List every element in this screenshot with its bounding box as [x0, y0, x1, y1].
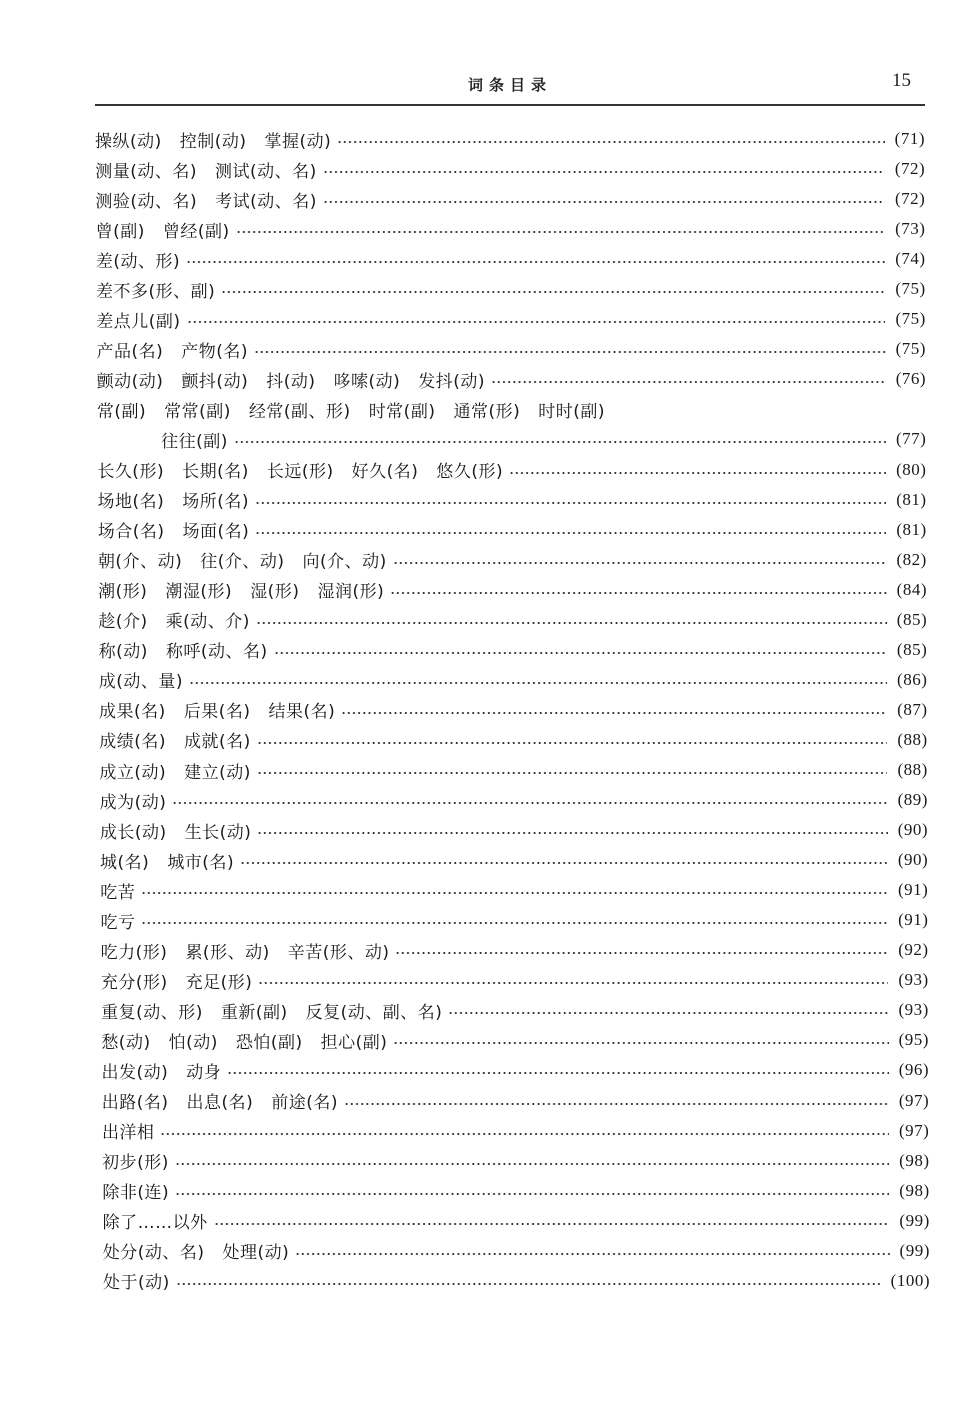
toc-entry[interactable] — [0, 455, 960, 485]
toc-entry-terms — [98, 487, 256, 512]
toc-term: 出息(名) — [186, 1093, 254, 1114]
toc-term: 通常(形) — [453, 401, 521, 422]
dot-leader — [187, 320, 886, 324]
toc-entry-terms — [96, 247, 186, 272]
toc-term: 乘(动、介) — [165, 612, 250, 633]
toc-page-ref: (91) — [897, 880, 929, 900]
toc-term: 颤抖(动) — [181, 371, 249, 392]
toc-entry[interactable] — [0, 1116, 960, 1146]
toc-term: 生长(动) — [184, 822, 252, 843]
toc-term: 往往(副) — [161, 431, 228, 452]
toc-entry-terms — [100, 878, 141, 903]
dot-leader — [257, 741, 888, 745]
toc-entry-terms — [102, 1058, 228, 1083]
toc-page-ref: (95) — [898, 1030, 929, 1050]
toc-entry-terms — [101, 1028, 393, 1053]
toc-entry[interactable] — [0, 845, 960, 875]
toc-term: 测验(动、名) — [95, 191, 198, 212]
toc-entry[interactable] — [0, 755, 960, 785]
toc-term: 产品(名) — [96, 341, 164, 362]
toc-term: 产物(名) — [181, 341, 248, 362]
toc-term: 成绩(名) — [99, 732, 166, 753]
toc-page-ref: (93) — [898, 1000, 929, 1020]
toc-entry[interactable] — [0, 485, 960, 515]
toc-term: 处分(动、名) — [102, 1243, 205, 1264]
toc-term: 吃亏 — [100, 912, 136, 933]
dot-leader — [395, 951, 888, 955]
toc-entry[interactable] — [0, 875, 960, 905]
toc-entry-terms — [99, 727, 257, 752]
toc-page-ref: (75) — [895, 339, 926, 359]
toc-entry-terms — [96, 307, 186, 332]
toc-entry[interactable] — [0, 124, 960, 154]
toc-entry[interactable] — [0, 725, 960, 755]
dot-leader — [186, 260, 885, 264]
toc-term: 成为(动) — [99, 792, 167, 813]
toc-entry[interactable] — [0, 1025, 960, 1055]
toc-term: 城市(名) — [167, 852, 235, 873]
toc-term: 城(名) — [100, 852, 150, 873]
toc-term: 差(动、形) — [95, 251, 181, 272]
toc-term: 累(形、动) — [185, 942, 270, 963]
toc-page-ref: (71) — [894, 129, 925, 149]
toc-term: 向(介、动) — [302, 552, 387, 573]
toc-entry-terms — [97, 457, 509, 482]
toc-term: 出路(名) — [101, 1093, 169, 1114]
dot-leader — [448, 1011, 888, 1015]
toc-entry-terms — [101, 938, 396, 963]
toc-entry-terms — [99, 697, 341, 722]
toc-term: 重新(副) — [220, 1002, 288, 1023]
toc-term: 掌握(动) — [264, 131, 332, 152]
toc-term: 长远(形) — [266, 462, 334, 483]
toc-entry[interactable] — [0, 665, 960, 695]
toc-entry[interactable] — [0, 935, 960, 965]
toc-term: 差点儿(副) — [96, 311, 181, 332]
toc-entry[interactable] — [0, 545, 960, 575]
toc-term: 长期(名) — [182, 462, 249, 483]
toc-entry[interactable] — [0, 304, 960, 334]
toc-page-ref: (98) — [899, 1150, 930, 1170]
toc-term: 常(副) — [96, 401, 147, 422]
toc-page-ref: (80) — [896, 459, 927, 479]
toc-entry-terms — [99, 637, 274, 662]
toc-term: 处于(动) — [103, 1273, 170, 1294]
toc-entry-terms — [99, 758, 257, 783]
toc-entry-terms — [99, 667, 189, 692]
dot-leader — [255, 531, 886, 535]
toc-page-ref: (96) — [898, 1060, 930, 1080]
toc-term: 恐怕(副) — [235, 1032, 303, 1053]
toc-entry-terms — [100, 818, 258, 843]
page-header — [95, 68, 925, 102]
toc-page-ref: (91) — [898, 910, 929, 930]
dot-leader — [221, 290, 885, 294]
toc-page-ref: (88) — [897, 729, 928, 749]
toc-term: 考试(动、名) — [215, 191, 317, 212]
toc-term: 操纵(动) — [95, 131, 162, 152]
toc-term: 控制(动) — [179, 131, 247, 152]
toc-term: 称(动) — [98, 642, 148, 663]
dot-leader — [176, 1282, 881, 1286]
toc-term: 吃力(形) — [100, 942, 168, 963]
toc-entry[interactable] — [0, 905, 960, 935]
toc-term: 辛苦(形、动) — [287, 942, 390, 963]
toc-term: 称呼(动、名) — [165, 642, 268, 663]
dot-leader — [175, 1192, 889, 1196]
dot-leader — [323, 200, 885, 204]
dot-leader — [344, 1102, 889, 1106]
toc-entry[interactable] — [0, 1086, 960, 1116]
toc-page-ref: (82) — [896, 549, 927, 569]
dot-leader — [393, 1041, 888, 1045]
dot-leader — [254, 350, 886, 354]
toc-entry[interactable] — [0, 394, 960, 424]
toc-entry-terms — [103, 1208, 214, 1233]
toc-term: 测量(动、名) — [95, 161, 197, 182]
toc-term: 前途(名) — [271, 1093, 339, 1114]
toc-page-ref: (97) — [899, 1120, 930, 1140]
dot-leader — [393, 561, 887, 565]
toc-entry[interactable] — [0, 424, 960, 454]
toc-term: 场地(名) — [97, 492, 165, 513]
toc-term: 曾(副) — [95, 221, 145, 242]
toc-page-ref: (98) — [899, 1180, 930, 1200]
toc-term: 成(动、量) — [98, 672, 184, 693]
dot-leader — [160, 1132, 889, 1136]
toc-entry[interactable] — [0, 1206, 960, 1236]
toc-entry-terms — [97, 397, 611, 422]
toc-entry[interactable] — [0, 785, 960, 815]
toc-term: 抖(动) — [266, 371, 316, 392]
dot-leader — [611, 410, 916, 414]
toc-entry-terms — [100, 848, 240, 873]
toc-term: 出发(动) — [101, 1062, 169, 1083]
toc-entry[interactable] — [0, 695, 960, 725]
dot-leader — [172, 801, 887, 805]
toc-page-ref: (72) — [894, 189, 926, 209]
toc-entry-terms — [95, 157, 323, 182]
toc-term: 经常(副、形) — [248, 401, 351, 422]
toc-term: 充足(形) — [185, 972, 253, 993]
toc-page-ref: (85) — [896, 639, 928, 659]
toc-term: 潮湿(形) — [165, 582, 233, 603]
toc-term: 常常(副) — [164, 401, 231, 422]
toc-entry-terms — [102, 1118, 161, 1143]
toc-term: 吃苦 — [100, 882, 136, 903]
running-title: 词条目录 — [467, 76, 552, 94]
toc-entry[interactable] — [0, 334, 960, 364]
page-number: 15 — [892, 70, 911, 91]
dot-leader — [258, 981, 888, 985]
toc-page-ref: (87) — [897, 699, 928, 719]
toc-page-ref: (75) — [895, 279, 926, 299]
toc-page-ref: (90) — [897, 820, 929, 840]
toc-entry-terms — [96, 277, 221, 302]
dot-leader — [257, 771, 888, 775]
toc-page-ref: (92) — [898, 940, 929, 960]
toc-entry-terms — [98, 577, 390, 602]
toc-term: 湿润(形) — [317, 582, 385, 603]
toc-page-ref: (81) — [896, 519, 927, 539]
toc-term: 好久(名) — [351, 462, 419, 483]
toc-entry[interactable] — [0, 1236, 960, 1266]
toc-term: 除了……以外 — [102, 1213, 208, 1234]
toc-term: 测试(动、名) — [214, 161, 317, 182]
toc-entry-terms — [97, 427, 234, 452]
dot-leader — [295, 1252, 889, 1256]
dot-leader — [175, 1162, 889, 1166]
toc-term: 除非(连) — [102, 1183, 170, 1204]
dot-leader — [390, 591, 886, 595]
toc-entry-terms — [103, 1268, 176, 1293]
toc-entry-terms — [98, 607, 256, 632]
toc-page-ref: (99) — [899, 1240, 930, 1260]
toc-entry-terms — [103, 1238, 296, 1263]
dot-leader — [141, 921, 888, 925]
toc-entry-terms — [98, 547, 393, 572]
toc-entry-terms — [102, 1178, 175, 1203]
toc-entry[interactable] — [0, 364, 960, 394]
toc-term: 动身 — [186, 1062, 222, 1083]
toc-term: 悠久(形) — [436, 462, 504, 483]
toc-entry-terms — [102, 1088, 344, 1113]
toc-page-ref: (88) — [897, 760, 928, 779]
toc-term: 发抖(动) — [418, 371, 485, 392]
toc-term: 初步(形) — [102, 1153, 169, 1174]
toc-page-ref: (75) — [895, 309, 926, 329]
toc-term: 朝(介、动) — [97, 552, 183, 573]
toc-page-ref: (77) — [896, 429, 927, 449]
toc-page-ref: (86) — [897, 669, 928, 689]
toc-term: 成就(名) — [183, 732, 251, 753]
toc-entry[interactable] — [0, 214, 960, 244]
toc-entry-terms — [98, 517, 256, 542]
toc-term: 成果(名) — [99, 702, 166, 723]
toc-entry-terms — [95, 127, 337, 152]
toc-page-ref: (99) — [899, 1210, 930, 1230]
toc-term: 时时(副) — [538, 401, 605, 422]
toc-entry[interactable] — [0, 1266, 960, 1296]
toc-entry[interactable] — [0, 815, 960, 845]
toc-entry-terms — [102, 1148, 175, 1173]
toc-term: 趁(介) — [98, 612, 148, 633]
toc-entry[interactable] — [0, 515, 960, 545]
toc-term: 场所(名) — [182, 492, 250, 513]
dot-leader — [234, 440, 886, 444]
toc-entry[interactable] — [0, 154, 960, 184]
toc-page-ref: (100) — [890, 1270, 930, 1290]
toc-entry[interactable] — [0, 965, 960, 995]
toc-term: 往(介、动) — [200, 552, 285, 573]
dot-leader — [337, 140, 884, 144]
dot-leader — [274, 651, 887, 655]
toc-term: 长久(形) — [97, 462, 165, 483]
dot-leader — [323, 170, 885, 174]
toc-entry-terms — [101, 998, 448, 1023]
toc-entry[interactable] — [0, 605, 960, 635]
dot-leader — [255, 501, 886, 505]
toc-entry-terms — [96, 217, 236, 242]
toc-term: 后果(名) — [183, 702, 251, 723]
toc-term: 颤动(动) — [96, 371, 164, 392]
toc-entry[interactable] — [0, 274, 960, 304]
toc-term: 哆嗦(动) — [333, 371, 401, 392]
toc-entry[interactable] — [0, 244, 960, 274]
dot-leader — [189, 681, 887, 685]
toc-term: 成长(动) — [99, 822, 167, 843]
toc-page-ref: (81) — [896, 489, 927, 509]
toc-entry[interactable] — [0, 1146, 960, 1176]
toc-page-ref: (72) — [894, 159, 926, 179]
toc-term: 差不多(形、副) — [96, 281, 216, 302]
toc-term: 出洋相 — [101, 1123, 155, 1144]
toc-term: 潮(形) — [98, 582, 148, 603]
toc-term: 反复(动、副、名) — [305, 1002, 443, 1023]
toc-entry[interactable] — [0, 1176, 960, 1206]
dot-leader — [509, 471, 886, 475]
toc-term: 建立(动) — [184, 762, 251, 783]
toc-entry-terms — [101, 968, 259, 993]
toc-entry[interactable] — [0, 1055, 960, 1085]
dot-leader — [256, 621, 887, 625]
toc-page-ref: (73) — [895, 219, 926, 239]
dot-leader — [257, 831, 887, 835]
toc-page-ref: (90) — [897, 850, 929, 870]
toc-term: 重复(动、形) — [101, 1002, 203, 1023]
header-rule — [95, 104, 925, 106]
toc-term: 担心(副) — [320, 1032, 388, 1053]
dot-leader — [341, 711, 887, 715]
toc-term: 成立(动) — [99, 762, 167, 783]
toc-entry[interactable] — [0, 184, 960, 214]
toc-term: 场面(名) — [182, 522, 250, 543]
toc-term: 场合(名) — [97, 522, 165, 543]
table-of-contents — [0, 124, 960, 1296]
toc-entry-terms — [100, 908, 141, 933]
toc-entry-terms — [95, 187, 323, 212]
toc-page-ref: (97) — [898, 1090, 930, 1110]
toc-term: 时常(副) — [368, 401, 436, 422]
toc-term: 怕(动) — [168, 1032, 218, 1053]
toc-entry-terms — [97, 367, 491, 392]
dot-leader — [227, 1071, 888, 1075]
toc-term: 处理(动) — [222, 1243, 290, 1264]
toc-page-ref: (76) — [895, 369, 927, 389]
dot-leader — [141, 891, 888, 895]
toc-page-ref: (74) — [895, 249, 926, 269]
toc-page-ref: (89) — [897, 790, 928, 810]
toc-entry[interactable] — [0, 995, 960, 1025]
toc-entry[interactable] — [0, 575, 960, 605]
dot-leader — [491, 380, 886, 384]
toc-entry[interactable] — [0, 635, 960, 665]
dot-leader — [236, 230, 885, 234]
toc-entry-terms — [96, 337, 254, 362]
dot-leader — [214, 1222, 890, 1226]
toc-page-ref: (85) — [896, 609, 928, 629]
toc-entry-terms — [100, 788, 173, 813]
dot-leader — [240, 861, 888, 865]
toc-term: 结果(名) — [268, 702, 336, 723]
toc-page-ref: (84) — [896, 579, 927, 599]
toc-term: 曾经(副) — [162, 221, 230, 242]
toc-term: 愁(动) — [101, 1032, 151, 1053]
toc-term: 湿(形) — [250, 582, 300, 603]
toc-term: 充分(形) — [100, 972, 168, 993]
toc-page-ref: (93) — [898, 970, 929, 990]
